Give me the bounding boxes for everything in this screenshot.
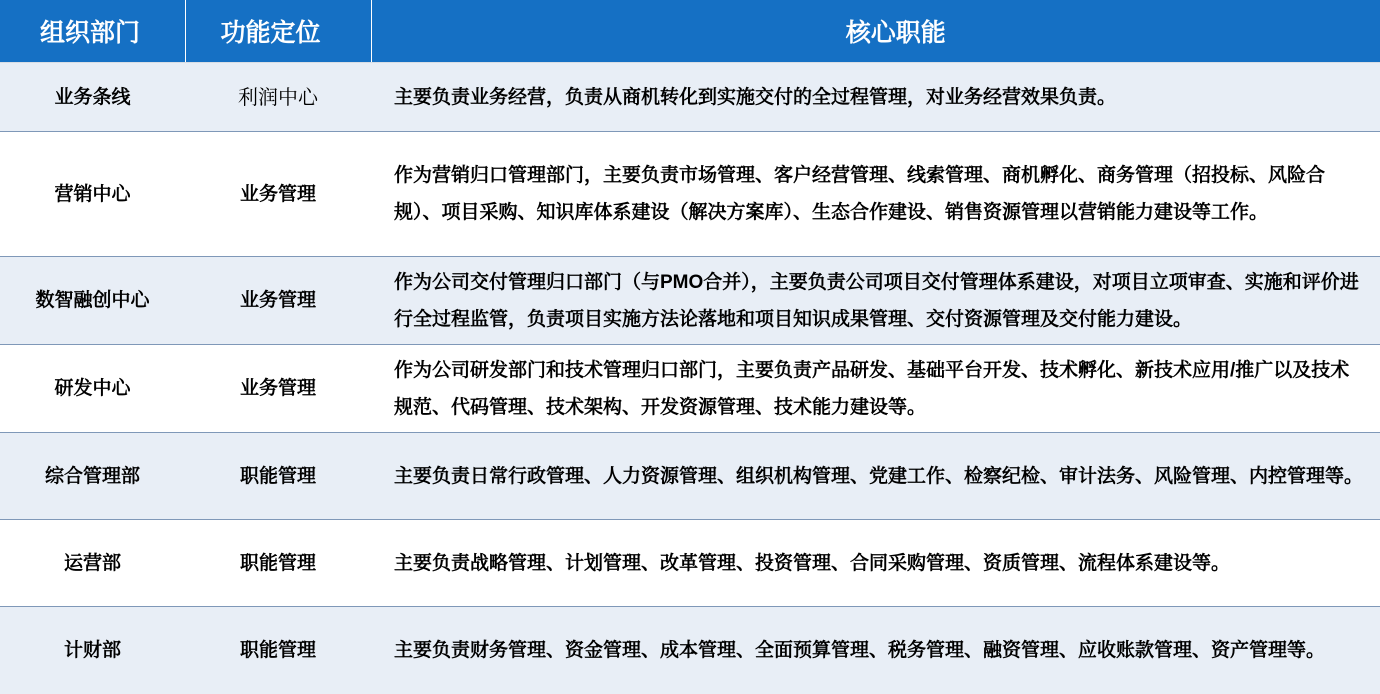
table-row [0,345,1380,433]
func-type: 职能管理 [239,465,316,487]
dept-name: 数智融创中心 [35,290,150,311]
dept-cell [0,607,185,694]
func-cell [185,520,371,607]
table-row [0,257,1380,345]
dept-name: 营销中心 [54,183,131,205]
dept-cell [0,132,185,257]
func-cell [185,63,371,132]
header-duties: 核心职能 [371,0,1380,63]
func-type: 业务管理 [239,183,316,205]
dept-name: 运营部 [63,552,121,574]
func-type: 业务管理 [239,290,316,311]
duties-cell: 主要负责战略管理、计划管理、改革管理、投资管理、合同采购管理、资质管理、流程体系建设等。 [371,520,1380,607]
func-type: 业务管理 [239,378,316,399]
dept-name: 综合管理部 [44,465,140,487]
dept-name: 研发中心 [54,378,131,399]
table-row [0,607,1380,694]
func-type: 职能管理 [239,552,316,574]
header-function: 功能定位 [185,0,371,63]
dept-cell [0,520,185,607]
func-cell [185,607,371,694]
func-cell [185,132,371,257]
func-cell [185,345,371,433]
dept-name: 业务条线 [54,86,131,108]
duties-cell: 作为公司交付管理归口部门（与PMO合并），主要负责公司项目交付管理体系建设，对项目立项审查、实施和评价进行全过程监管，负责项目实施方法论落地和项目知识成果管理、交付资源管理及交付能力建设。 [371,257,1380,345]
func-cell [185,433,371,520]
dept-cell [0,345,185,433]
duties-cell: 作为营销归口管理部门，主要负责市场管理、客户经营管理、线索管理、商机孵化、商务管理（招投标、风险合规）、项目采购、知识库体系建设（解决方案库）、生态合作建设、销售资源管理以营销能力建设等工作。 [371,132,1380,257]
duties-cell: 主要负责业务经营，负责从商机转化到实施交付的全过程管理，对业务经营效果负责。 [371,63,1380,132]
dept-cell [0,257,185,345]
func-type: 职能管理 [239,640,316,662]
table-row [0,63,1380,132]
dept-cell [0,433,185,520]
func-cell [185,257,371,345]
dept-cell [0,63,185,132]
dept-name: 计财部 [63,640,121,662]
header-dept: 组织部门 [0,0,185,63]
table-row [0,433,1380,520]
header-row [0,0,1380,63]
func-type: 利润中心 [238,86,318,109]
duties-cell: 作为公司研发部门和技术管理归口部门，主要负责产品研发、基础平台开发、技术孵化、新技术应用/推广以及技术规范、代码管理、技术架构、开发资源管理、技术能力建设等。 [371,345,1380,433]
duties-cell: 主要负责日常行政管理、人力资源管理、组织机构管理、党建工作、检察纪检、审计法务、风险管理、内控管理等。 [371,433,1380,520]
table-row [0,520,1380,607]
duties-cell: 主要负责财务管理、资金管理、成本管理、全面预算管理、税务管理、融资管理、应收账款管理、资产管理等。 [371,607,1380,694]
table-row [0,132,1380,257]
